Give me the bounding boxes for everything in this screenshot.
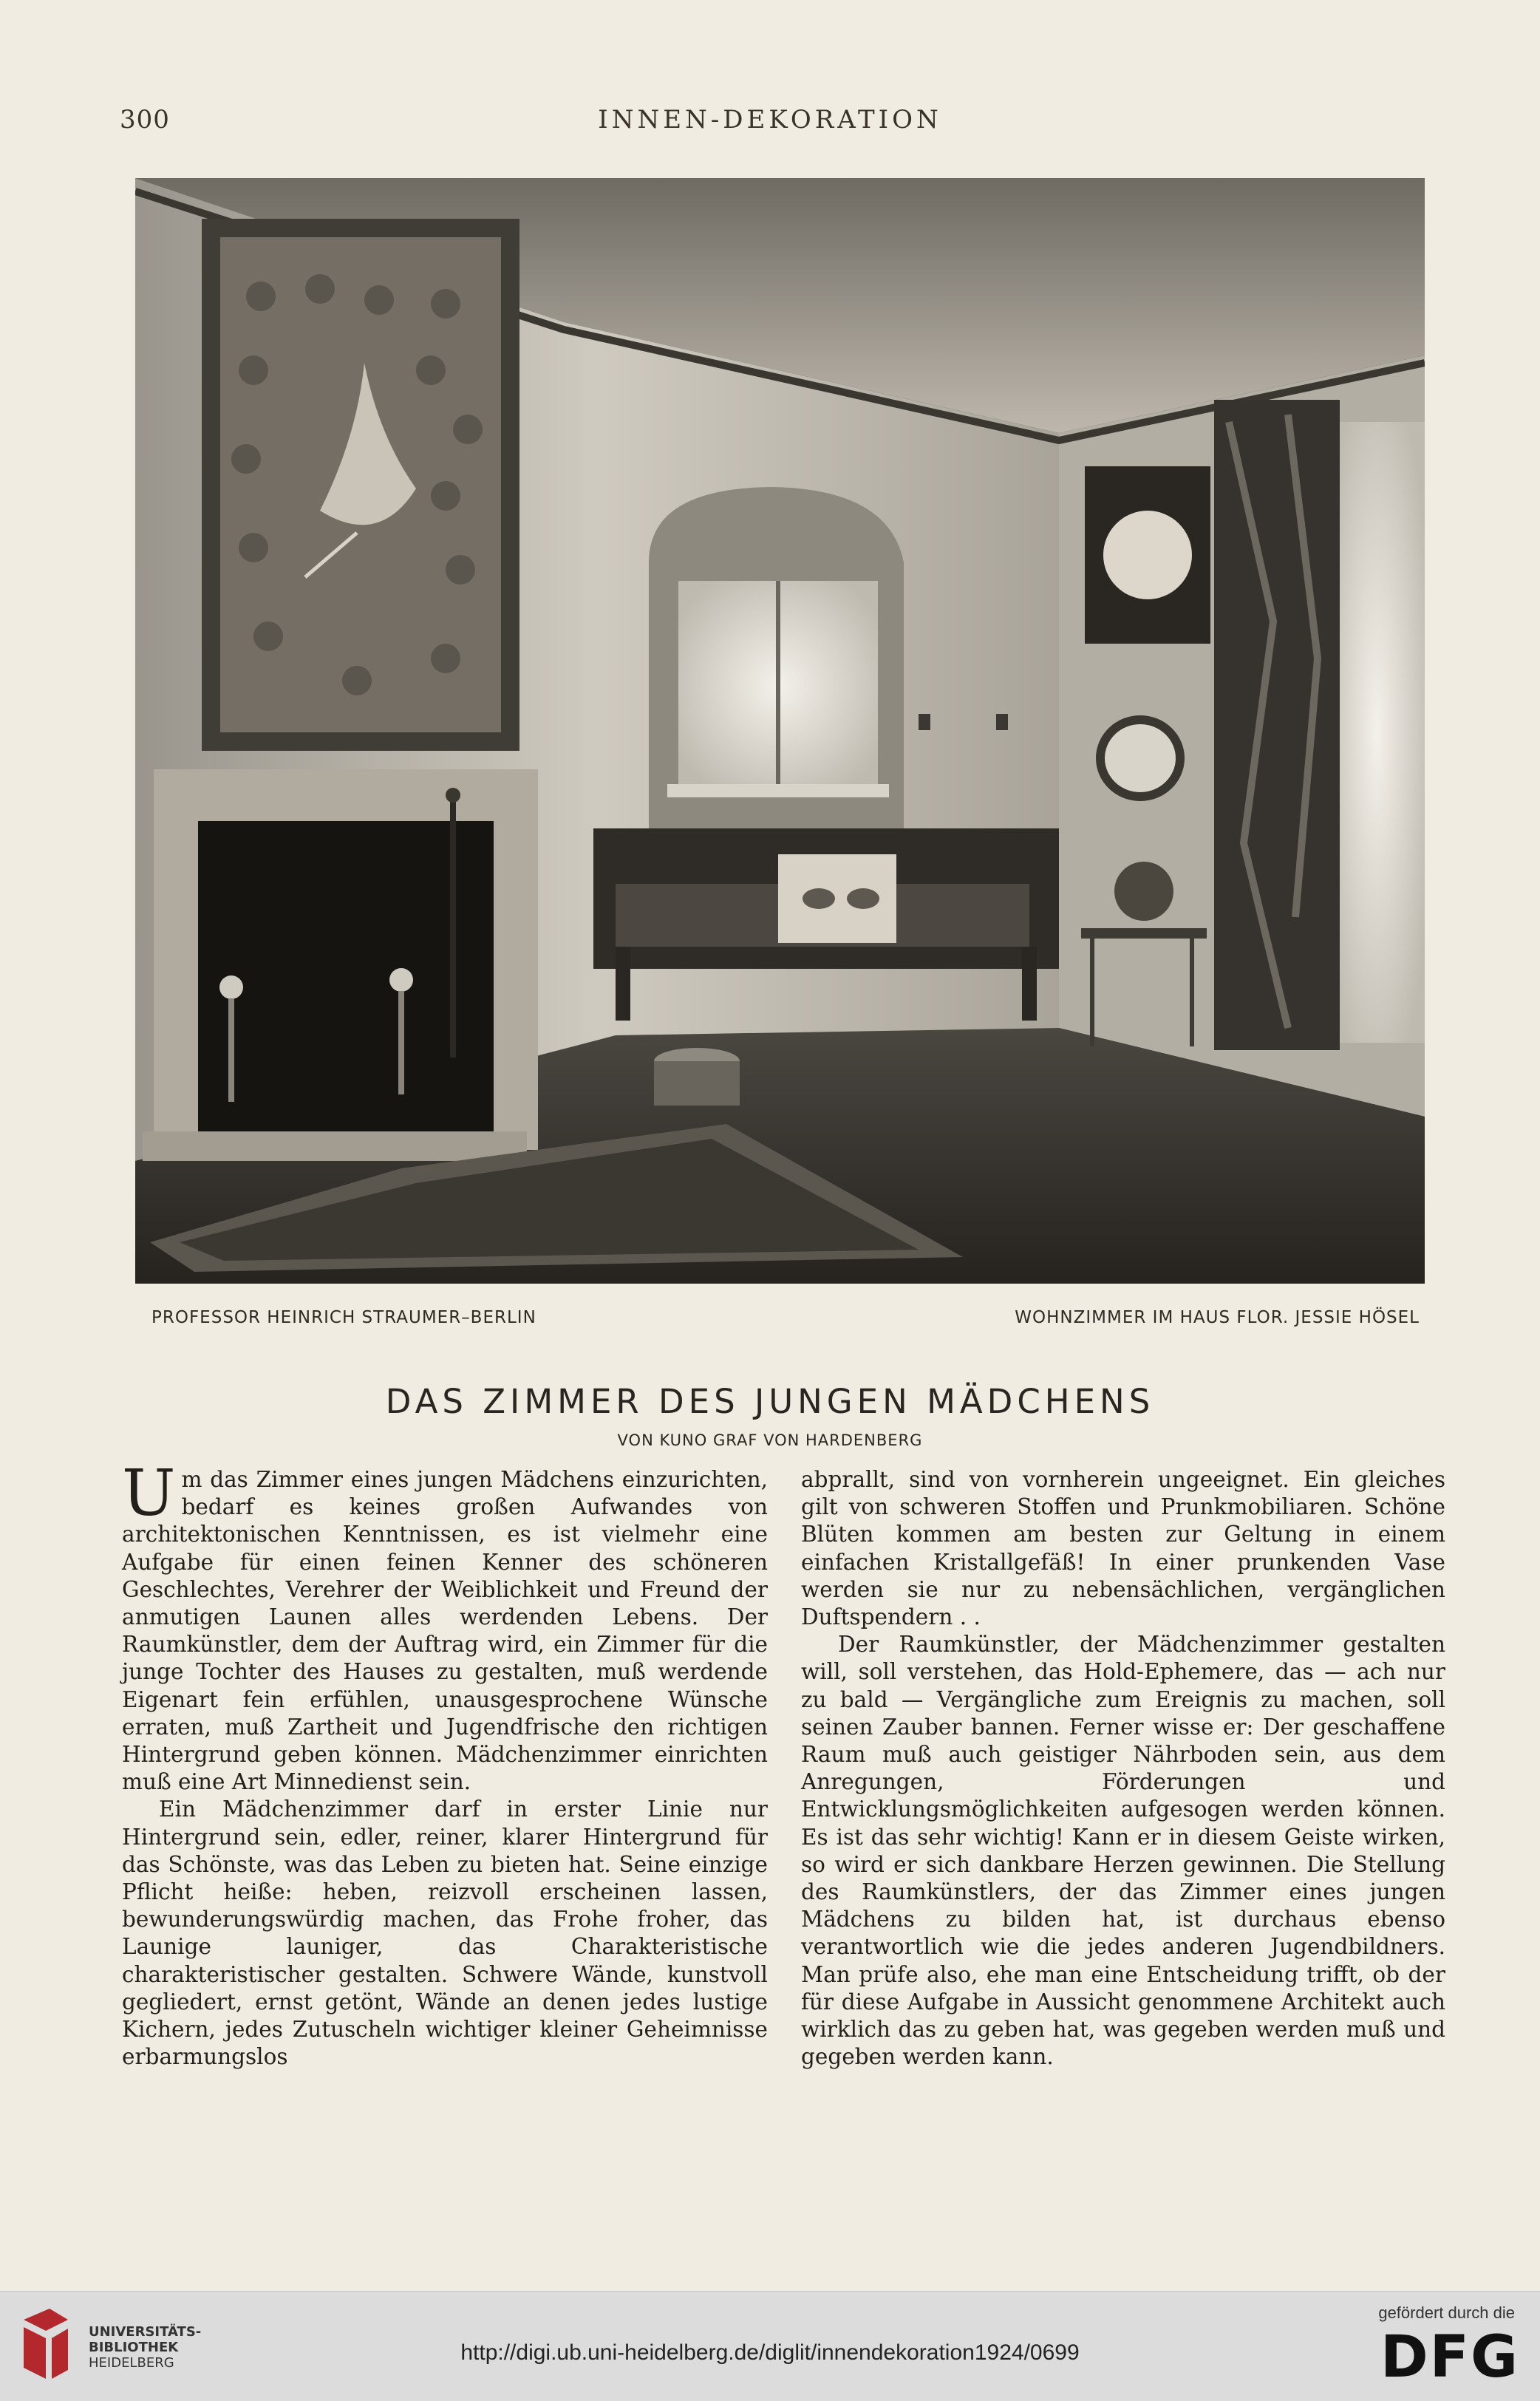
paragraph: Ein Mädchenzimmer darf in erster Linie nur Hintergrund sein, edler, reiner, klarer Hintergrund für das Schönste, was das Leben zu bieten hat. Seine einzige Pflicht heiße: heben, reizvoll erscheinen lassen, bewunderungswürdig machen, das Frohe froher, das Launige launiger, das Charakteristische charakteristischer gestalten. Schwere Wände, kunstvoll gegliedert, ernst getönt, Wände an denen jedes lustige Kichern, jedes Zutuscheln wichtiger kleiner Geheimnisse erbarmungslos xyxy=(122,1797,768,2070)
dfg-logo: DFG xyxy=(1380,2324,1519,2391)
paragraph-text: m das Zimmer eines jungen Mädchens einzurichten, bedarf es keines großen Aufwandes von architektonischen Kenntnissen, es ist vielmehr eine Aufgabe für einen feinen Kenner des schöneren Geschlechtes, Verehrer der Weiblichkeit und Freund der anmutigen Launen alles werdenden Lebens. Der Raumkünstler, dem der Auftrag wird, ein Zimmer für die junge Tochter des Hauses zu gestalten, muß werdende Eigenart fein erfühlen, unausgesprochene Wünsche erraten, muß Zartheit und Jugendfrische den richtigen Hintergrund geben können. Mädchenzimmer einrichten muß eine Art Minnedienst sein. xyxy=(122,1467,768,1795)
photo-credit-architect: PROFESSOR HEINRICH STRAUMER–BERLIN xyxy=(151,1308,536,1327)
photo-caption-room: WOHNZIMMER IM HAUS FLOR. JESSIE HÖSEL xyxy=(1015,1308,1420,1327)
digitization-footer xyxy=(0,2291,1540,2401)
text-column-left xyxy=(122,1457,768,2071)
permalink-url[interactable]: http://digi.ub.uni-heidelberg.de/diglit/innendekoration1924/0699 xyxy=(460,2340,1080,2365)
library-name-line: UNIVERSITÄTS- xyxy=(89,2324,202,2340)
interior-photograph xyxy=(135,178,1425,1284)
paragraph: Der Raumkünstler, der Mädchenzimmer gestalten will, soll verstehen, das Hold-Ephemere, das — ach nur zu bald — Vergängliche zum Ereignis zu machen, soll seinen Zauber bannen. Ferner wisse er: Der geschaffene Raum muß auch geistiger Nährboden sein, aus dem Anregungen, Förderungen und Entwicklungsmöglichkeiten aufgesogen werden können. Es ist das sehr wichtig! Kann er in diesem Geiste wirken, so wird er sich dankbare Herzen gewinnen. Die Stellung des Raumkünstlers, der das Zimmer eines jungen Mädchens zu bilden hat, ist durchaus ebenso verantwortlich wie die jedes anderen Jugendbildners. Man prüfe also, ehe man eine Entscheidung trifft, ob der für diese Aufgabe in Aussicht genommene Architekt auch wirklich das zu geben hat, was gegeben werden muß und gegeben werden kann. xyxy=(801,1632,1445,2070)
article-title: DAS ZIMMER DES JUNGEN MÄDCHENS xyxy=(385,1382,1155,1421)
article-byline: VON KUNO GRAF VON HARDENBERG xyxy=(617,1431,923,1449)
running-head: INNEN-DEKORATION xyxy=(598,105,942,134)
text-column-right xyxy=(801,1466,1445,2071)
page-number: 300 xyxy=(120,105,170,134)
paragraph xyxy=(122,1457,768,1796)
funded-by-label: gefördert durch die xyxy=(1378,2303,1515,2322)
drop-cap: U xyxy=(122,1457,176,1530)
paragraph: abprallt, sind von vornherein ungeeignet. Ein gleiches gilt von schweren Stoffen und Prunkmobiliaren. Schöne Blüten kommen am besten zur Geltung in einem einfachen Kristallgefäß! In einer prunkenden Vase werden sie nur zu nebensächlichen, vergänglichen Duftspendern . . xyxy=(801,1467,1445,1630)
library-name-line: BIBLIOTHEK xyxy=(89,2340,179,2355)
library-name-line: HEIDELBERG xyxy=(89,2355,174,2371)
